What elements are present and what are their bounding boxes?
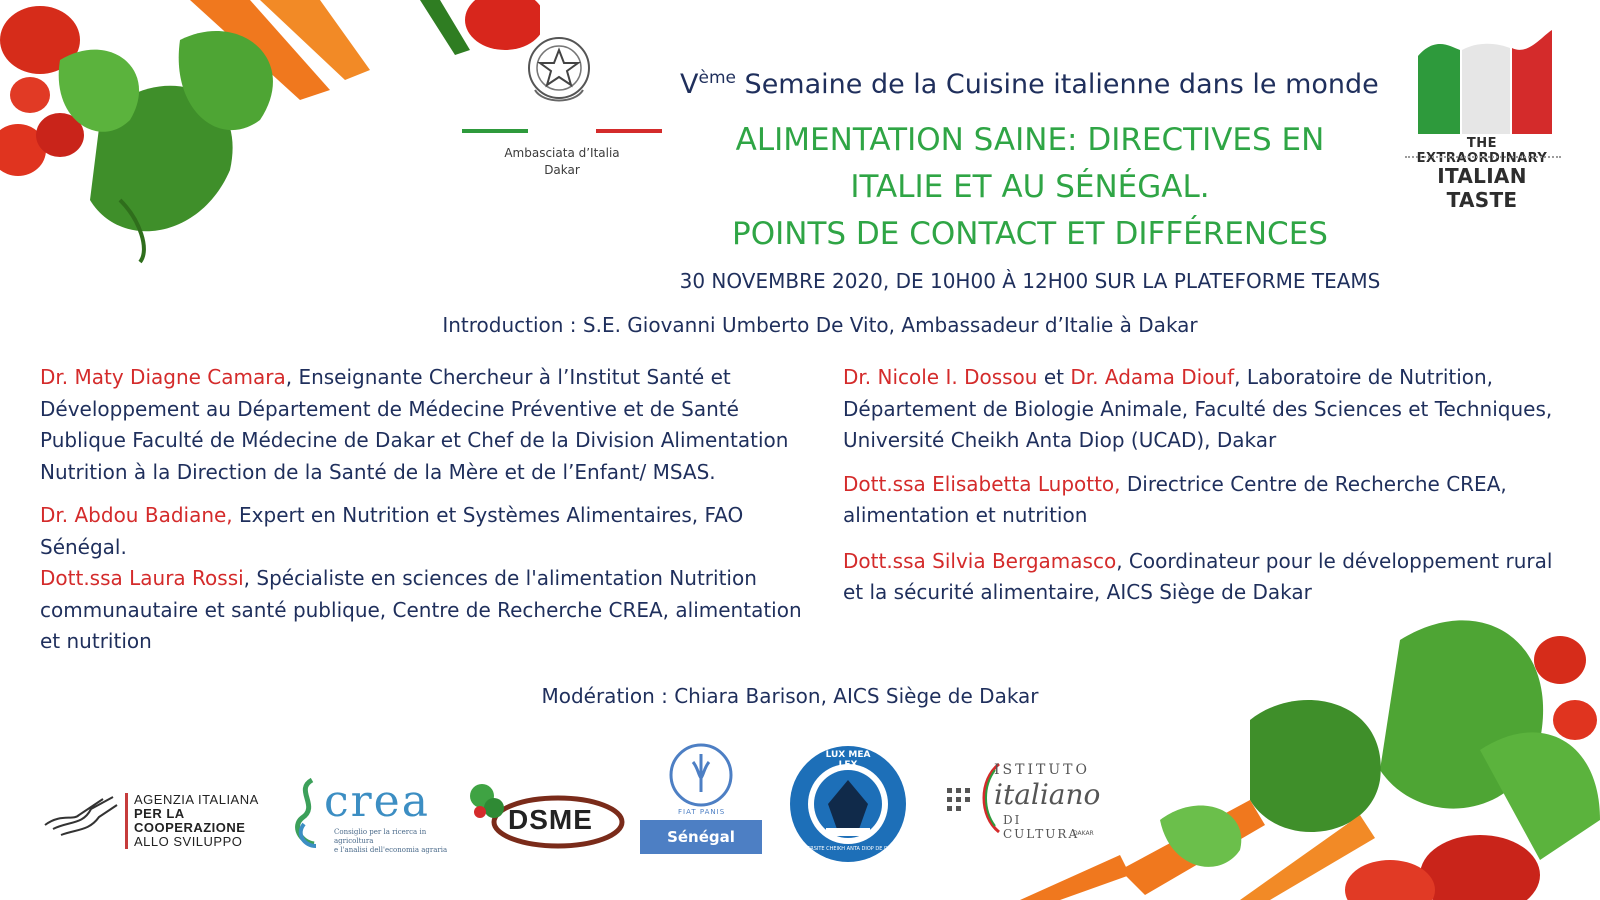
speaker-name: Dott.ssa Laura Rossi	[40, 566, 244, 590]
dove-icon	[43, 795, 118, 841]
vegetables-top-left-image	[0, 0, 540, 270]
edition-rest: Semaine de la Cuisine italienne dans le monde	[735, 69, 1379, 100]
italian-flag-icon	[1410, 26, 1560, 136]
event-date: 30 NOVEMBRE 2020, DE 10H00 À 12H00 SUR LA PLATEFORME TEAMS	[679, 269, 1381, 293]
title-line-2: ITALIE ET AU SÉNÉGAL.	[850, 169, 1210, 205]
embassy-line2: Dakar	[544, 163, 580, 177]
crea-sub1: Consiglio per la ricerca in agricoltura	[334, 828, 427, 845]
fao-motto: FIAT PANIS	[678, 808, 726, 816]
event-subheading	[680, 68, 1420, 100]
speaker-name: Dott.ssa Silvia Bergamasco	[843, 548, 1117, 573]
crea-wordmark: crea	[324, 776, 430, 827]
crea-logo	[290, 772, 450, 854]
embassy-label	[462, 145, 662, 179]
aics-line1: AGENZIA ITALIANA	[134, 792, 259, 807]
brand-line1: THE EXTRAORDINARY	[1416, 136, 1548, 166]
aics-line2: PER LA COOPERAZIONE	[134, 806, 246, 835]
speaker-description: Expert en Nutrition et Systèmes Alimentaires, FAO Sénégal.	[40, 503, 744, 559]
speaker-description: , Enseignante Chercheur à l’Institut Santé et Développement au Département de Médecine Préventive et de Santé Publique Faculté de Médecine de Dakar et Chef de la Division Alimentation Nutrition à la Direction de la Santé de la Mère et de l’Enfant/ MSAS.	[40, 365, 789, 484]
speaker-name-2: Dr. Adama Diouf	[1070, 365, 1235, 389]
speakers-left-column	[40, 362, 810, 658]
speaker-name: Dr. Nicole I. Dossou	[843, 365, 1038, 389]
embassy-tricolor-line	[462, 129, 662, 133]
dsme-wordmark: DSME	[508, 804, 593, 835]
speaker-description: , Coordinateur pour le développement rural et la sécurité alimentaire, AICS Siège de Dakar	[843, 548, 1553, 604]
crea-swirl-icon	[290, 776, 324, 848]
vegetables-bottom-right-image	[920, 600, 1600, 900]
edition-superscript: ème	[698, 68, 736, 88]
crea-sub2: e l'analisi dell'economia agraria	[334, 846, 448, 854]
speakers-right-column	[843, 362, 1563, 609]
aics-logo	[43, 792, 278, 849]
speaker-entry	[843, 469, 1563, 532]
title-line-3: POINTS DE CONTACT ET DIFFÉRENCES	[732, 216, 1328, 252]
speaker-name: Dr. Abdou Badiane,	[40, 503, 233, 527]
speaker-entry	[40, 563, 810, 658]
crea-subtitle	[334, 828, 450, 855]
fao-logo	[640, 742, 764, 854]
speaker-entry	[40, 500, 810, 563]
ucad-ring-text: UNIVERSITE CHEIKH ANTA DIOP DE DAKAR	[794, 846, 902, 852]
brand-line2: ITALIAN TASTE	[1437, 164, 1527, 212]
italian-emblem-icon	[523, 30, 595, 110]
event-title	[690, 117, 1370, 258]
iic-line3: DI CULTURA	[1003, 813, 1080, 841]
speaker-name: Dott.ssa Elisabetta Lupotto,	[843, 471, 1121, 496]
fao-wheat-icon	[668, 742, 734, 808]
moderation-line: Modération : Chiara Barison, AICS Siège de Dakar	[541, 684, 1039, 708]
aics-line3: ALLO SVILUPPO	[134, 834, 243, 849]
brand-divider	[1405, 156, 1561, 161]
speaker-name: Dr. Maty Diagne Camara	[40, 365, 286, 389]
fao-country: Sénégal	[640, 820, 762, 854]
ucad-motto: LUX MEA LEX	[825, 750, 871, 770]
speaker-entry	[843, 546, 1563, 609]
speaker-entry	[843, 362, 1563, 457]
title-line-1: ALIMENTATION SAINE: DIRECTIVES EN	[735, 122, 1325, 158]
introduction-line: Introduction : S.E. Giovanni Umberto De Vito, Ambassadeur d’Italie à Dakar	[442, 313, 1198, 337]
speaker-joiner: et	[1037, 365, 1071, 389]
ucad-logo	[786, 742, 910, 866]
iic-line4: DAKAR	[1073, 830, 1094, 837]
speaker-description: Directrice Centre de Recherche CREA, alimentation et nutrition	[843, 471, 1507, 527]
speaker-description: , Laboratoire de Nutrition, Département de Biologie Animale, Faculté des Sciences et Techniques, Université Cheikh Anta Diop (UCAD), Dakar	[843, 365, 1553, 452]
speaker-description: , Spécialiste en sciences de l'alimentation Nutrition communautaire et santé publique, Centre de Recherche CREA, alimentation et nutrition	[40, 566, 802, 653]
speaker-entry	[40, 362, 810, 488]
iic-dots-icon	[947, 788, 973, 814]
edition-ordinal: V	[680, 69, 699, 100]
iic-line2: italiano	[994, 778, 1101, 811]
iic-logo	[941, 760, 1101, 842]
iic-line1: ISTITUTO	[994, 762, 1090, 778]
embassy-line1: Ambasciata d’Italia	[504, 146, 620, 160]
aics-text	[125, 793, 278, 849]
dsme-logo	[466, 782, 626, 850]
